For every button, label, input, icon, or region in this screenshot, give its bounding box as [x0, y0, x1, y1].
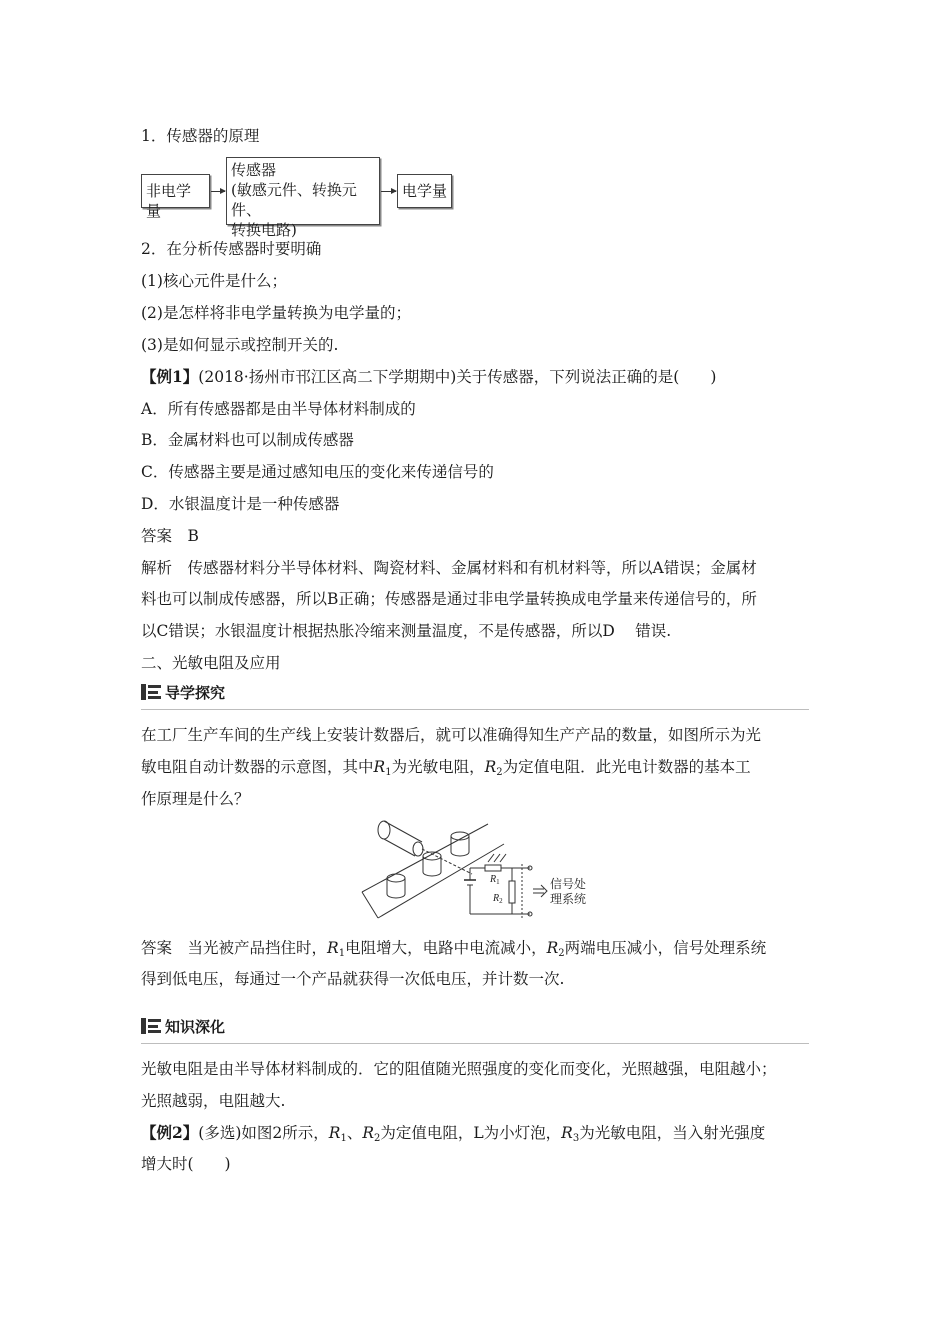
- guide-text-2c: 为定值电阻．此光电计数器的基本工: [502, 758, 751, 776]
- example-1-answer: 答案 B: [141, 527, 199, 545]
- option-c: C．传感器主要是通过感知电压的变化来传递信号的: [141, 463, 494, 481]
- part-2-title: 二、光敏电阻及应用: [141, 654, 281, 672]
- input-label: 非电学量: [146, 182, 192, 220]
- guide-text-line-1: 在工厂生产车间的生产线上安装计数器后，就可以准确得知生产产品的数量，如图所示为光: [141, 726, 762, 744]
- guide-heading: [141, 681, 225, 703]
- example-1-tag: 【例1】: [141, 367, 199, 386]
- output-label: 电学量: [402, 182, 448, 200]
- guide-text-2a: 敏电阻自动计数器的示意图，其中: [141, 758, 374, 776]
- arrow-2: [381, 191, 396, 192]
- point-1: (1)核心元件是什么；: [141, 272, 287, 290]
- guide-heading-label: 导学探究: [165, 683, 226, 702]
- point-2: (2)是怎样将非电学量转换为电学量的；: [141, 304, 411, 322]
- sensor-box: [226, 157, 380, 239]
- answer-r1-subscript: 1: [338, 948, 346, 959]
- input-box: [141, 174, 210, 220]
- figure-system-label-1: 信号处: [550, 877, 587, 891]
- r1-subscript: 1: [385, 767, 392, 778]
- ex2-r3-symbol: R: [561, 1124, 573, 1142]
- guide-answer-line-2: 得到低电压，每通过一个产品就获得一次低电压，并计数一次.: [141, 970, 565, 988]
- guide-heading-rule: [141, 709, 809, 710]
- sensor-box-line-3: 转换电路): [231, 221, 297, 239]
- deep-heading: [141, 1015, 225, 1037]
- analysis-line-3: 以C错误；水银温度计根据热胀冷缩来测量温度，不是传感器，所以D 错误.: [141, 622, 672, 640]
- figure-r1-label: $R_1$: [490, 874, 500, 886]
- analysis-line-2: 料也可以制成传感器，所以B正确；传感器是通过非电学量转换成电学量来传递信号的，所: [141, 590, 757, 608]
- deep-heading-rule: [141, 1043, 809, 1044]
- output-box: [397, 174, 452, 208]
- answer-r1-symbol: R: [327, 939, 339, 957]
- ex2-r1-symbol: R: [328, 1124, 341, 1142]
- guide-answer-line-1: [141, 937, 766, 965]
- guide-text-line-3: 作原理是什么？: [141, 790, 250, 808]
- answer-r2-subscript: 2: [558, 948, 565, 959]
- option-a: A．所有传感器都是由半导体材料制成的: [141, 400, 416, 418]
- example-2-text-1: (多选)如图2所示，: [198, 1124, 329, 1142]
- deep-text-line-1: 光敏电阻是由半导体材料制成的．它的阻值随光照强度的变化而变化，光照越强，电阻越小；: [141, 1060, 777, 1078]
- example-2-tag: 【例2】: [141, 1123, 199, 1142]
- section-1-heading: 1．传感器的原理: [141, 127, 260, 145]
- guide-answer-1c: 两端电压减小，信号处理系统: [564, 939, 767, 957]
- sensor-box-line-1: 传感器: [231, 161, 277, 179]
- example-2-text-3: 为定值电阻，L为小灯泡，: [380, 1124, 562, 1142]
- example-1-text: (2018·扬州市邗江区高二下学期期中)关于传感器，下列说法正确的是( ): [198, 368, 717, 386]
- r1-symbol: R: [373, 758, 386, 776]
- ex2-r2-subscript: 2: [374, 1133, 381, 1144]
- section-1-item-2: 2．在分析传感器时要明确: [141, 240, 322, 258]
- example-2-line-2: 增大时( ): [141, 1155, 231, 1173]
- example-1-question: [141, 366, 716, 388]
- guide-text-line-2: [141, 756, 751, 784]
- guide-text-2b: 为光敏电阻，: [391, 758, 485, 776]
- guide-answer-1a: 答案 当光被产品挡住时，: [141, 939, 328, 957]
- sensor-box-line-2: (敏感元件、转换元件、: [231, 181, 357, 219]
- arrow-1: [211, 191, 225, 192]
- point-3: (3)是如何显示或控制开关的.: [141, 336, 339, 354]
- option-d: D．水银温度计是一种传感器: [141, 495, 340, 513]
- ex2-r2-symbol: R: [362, 1124, 374, 1142]
- analysis-line-1: 解析 传感器材料分半导体材料、陶瓷材料、金属材料和有机材料等，所以A错误；金属材: [141, 559, 757, 577]
- example-2-line-1: [141, 1122, 765, 1150]
- ex2-r3-subscript: 3: [572, 1133, 580, 1144]
- counter-schematic: [360, 818, 600, 926]
- answer-r2-symbol: R: [546, 939, 559, 957]
- photoresistor-counter-figure: [360, 818, 600, 926]
- figure-system-label-2: 理系统: [550, 892, 587, 906]
- ex2-r1-subscript: 1: [340, 1133, 347, 1144]
- option-b: B．金属材料也可以制成传感器: [141, 431, 354, 449]
- example-2-text-2: 、: [346, 1124, 363, 1142]
- deep-text-line-2: 光照越弱，电阻越大.: [141, 1092, 286, 1110]
- figure-r2-label: $R_2$: [493, 893, 503, 905]
- deep-heading-label: 知识深化: [165, 1017, 226, 1036]
- guide-answer-1b: 电阻增大，电路中电流减小，: [345, 939, 547, 957]
- r2-subscript: 2: [496, 767, 503, 778]
- section-bars-icon: [141, 1018, 161, 1034]
- example-2-text-4: 为光敏电阻，当入射光强度: [579, 1124, 766, 1142]
- section-bars-icon: [141, 684, 161, 700]
- r2-symbol: R: [484, 758, 497, 776]
